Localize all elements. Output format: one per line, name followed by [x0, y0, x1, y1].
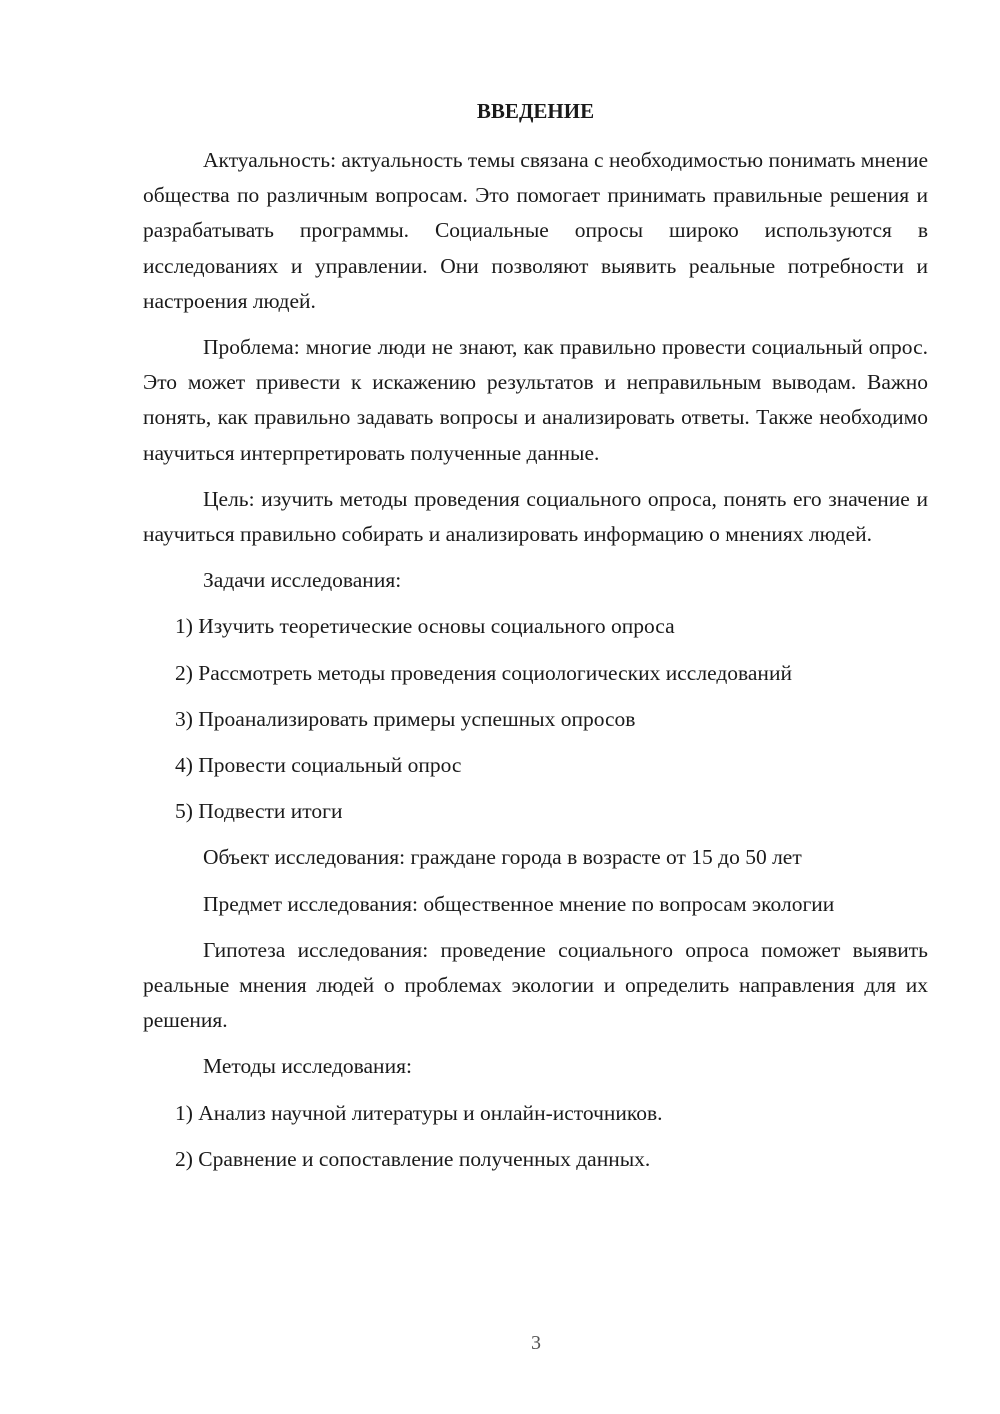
tasks-heading: Задачи исследования: [203, 568, 402, 593]
page-title: ВВЕДЕНИЕ [476, 99, 595, 123]
method-item-1: 1) Анализ научной литературы и онлайн-источников. [175, 1100, 663, 1125]
task-item-4: 4) Провести социальный опрос [175, 753, 462, 778]
methods-heading: Методы исследования: [203, 1054, 412, 1079]
method-item-2: 2) Сравнение и сопоставление полученных данных. [175, 1146, 651, 1171]
task-item-5: 5) Подвести итоги [175, 799, 343, 824]
task-item-3: 3) Проанализировать примеры успешных опросов [175, 706, 636, 731]
subject-paragraph: Предмет исследования: общественное мнение по вопросам экологии [203, 891, 835, 916]
goal-paragraph: Цель: изучить методы проведения социального опроса, понять его значение и научиться правильно собирать и анализировать информацию о мнениях людей. [143, 486, 928, 547]
task-item-2: 2) Рассмотреть методы проведения социологических исследований [175, 660, 792, 685]
task-item-1: 1) Изучить теоретические основы социального опроса [175, 614, 675, 639]
relevance-paragraph: Актуальность: актуальность темы связана с необходимостью понимать мнение общества по различным вопросам. Это помогает принимать правильные решения и разрабатывать программы. Социальные опросы широко используются в исследованиях и управлении. Они позволяют выявить реальные потребности и настроения людей. [143, 148, 928, 313]
document-body [143, 94, 928, 1177]
problem-paragraph: Проблема: многие люди не знают, как правильно провести социальный опрос. Это может привести к искажению результатов и неправильным выводам. Важно понять, как правильно задавать вопросы и анализировать ответы. Также необходимо научиться интерпретировать полученные данные. [143, 335, 928, 465]
page-number: 3 [531, 1332, 541, 1354]
hypothesis-paragraph: Гипотеза исследования: проведение социального опроса поможет выявить реальные мнения людей о проблемах экологии и определить направления для их решения. [143, 937, 928, 1033]
object-paragraph: Объект исследования: граждане города в возрасте от 15 до 50 лет [203, 845, 802, 870]
